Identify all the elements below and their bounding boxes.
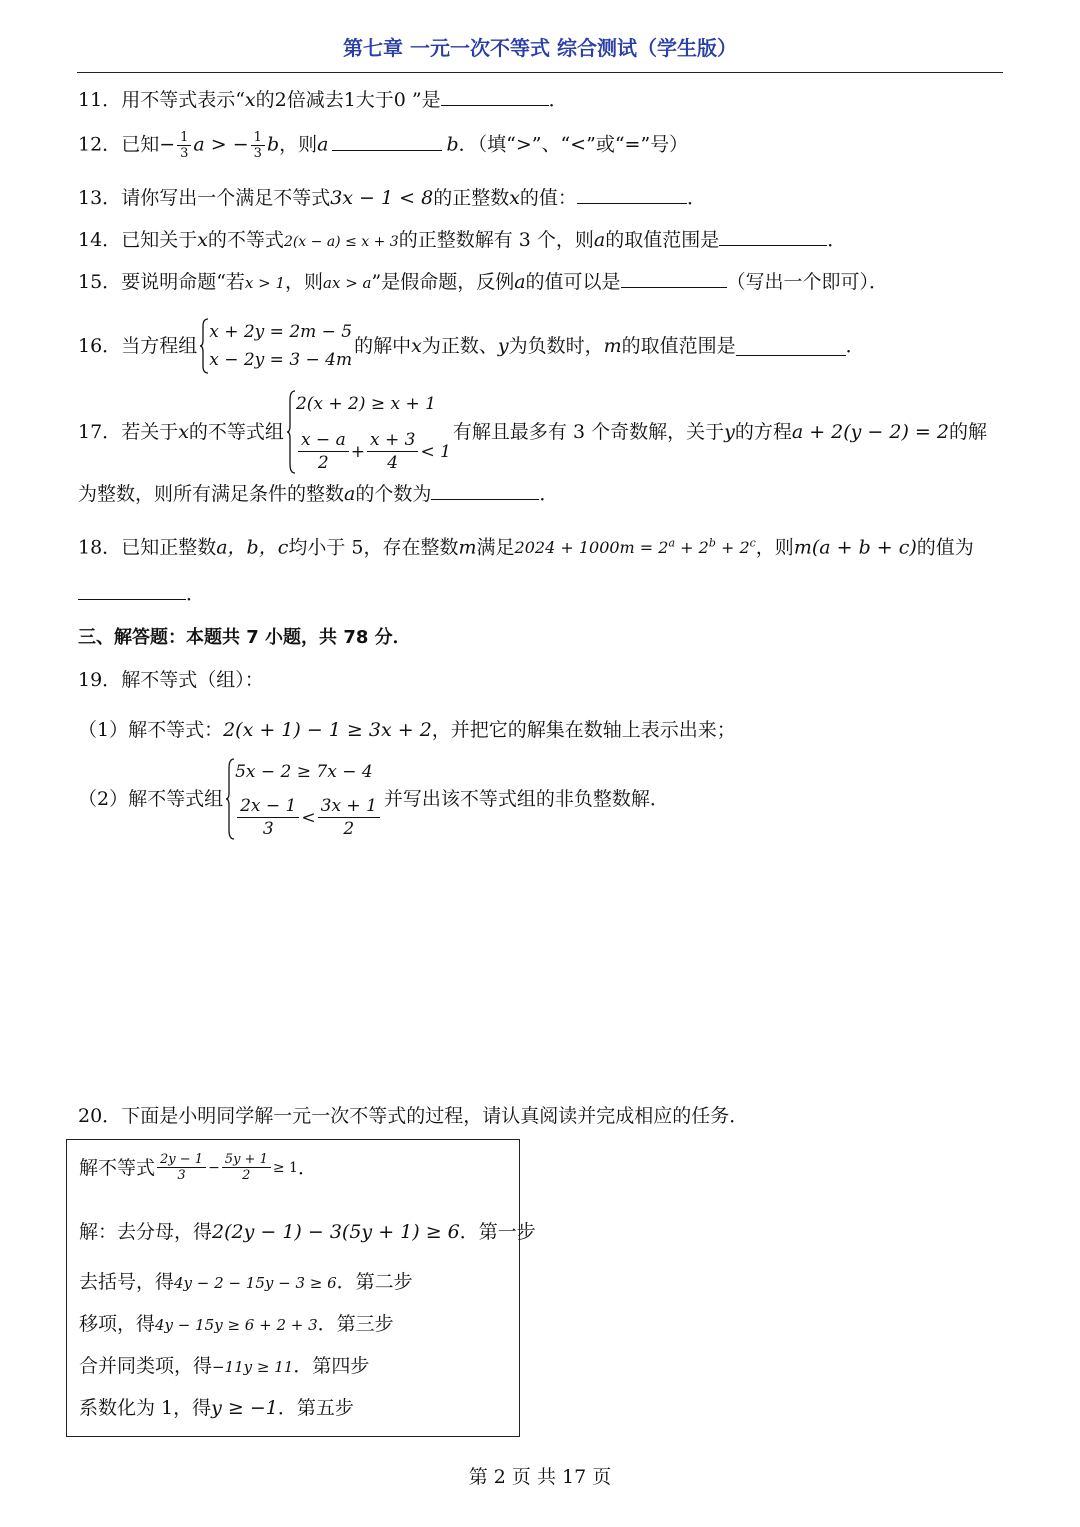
frac-den: 4 xyxy=(387,453,399,473)
math-var: x xyxy=(411,335,422,357)
header-divider xyxy=(77,72,1003,73)
frac-den: 2 xyxy=(317,453,329,473)
question-number: 17． xyxy=(78,421,122,443)
question-16 xyxy=(78,318,865,374)
question-text: （1）解不等式： xyxy=(78,719,224,741)
box-text: 解不等式 xyxy=(79,1156,156,1179)
section-heading: 三、解答题：本题共 7 小题，共 78 分． xyxy=(78,627,411,648)
math-var: a xyxy=(317,133,329,156)
eq-part: + 2 xyxy=(675,538,709,558)
math-var: y xyxy=(497,335,509,357)
question-text: 已知正整数 xyxy=(121,536,217,559)
question-text: 并写出该不等式组的非负整数解． xyxy=(383,788,669,810)
answer-blank[interactable] xyxy=(441,87,549,106)
step-label: 去括号，得 xyxy=(79,1271,175,1293)
frac-den: 2 xyxy=(343,819,355,839)
question-text: 已知关于 xyxy=(121,229,198,251)
frac-num: 1 xyxy=(177,130,191,146)
answer-blank[interactable] xyxy=(332,132,442,151)
frac-num: 1 xyxy=(251,130,265,146)
punctuation: ． xyxy=(186,583,206,605)
question-text: 的不等式 xyxy=(207,229,284,251)
frac-den: 3 xyxy=(180,146,189,161)
math-var: y xyxy=(724,421,735,443)
question-text: 的方程 xyxy=(734,421,792,443)
frac-num: 2y − 1 xyxy=(157,1152,206,1168)
question-text: 的个数为 xyxy=(355,483,432,505)
eq-part: + 2 xyxy=(715,538,750,558)
frac-den: 2 xyxy=(242,1168,251,1183)
punctuation: ． xyxy=(686,187,706,209)
math-expression: 4y − 2 − 15y − 3 ≥ 6 xyxy=(174,1274,337,1292)
answer-blank[interactable] xyxy=(577,185,687,204)
question-text: 下面是小明同学解一元一次不等式的过程，请认真阅读并完成相应的任务． xyxy=(121,1105,749,1127)
system-rows xyxy=(235,758,382,840)
frac-num: 5y + 1 xyxy=(222,1152,271,1168)
punctuation: ． xyxy=(845,335,865,357)
frac-den: 3 xyxy=(253,146,262,161)
question-text: 请你写出一个满足不等式 xyxy=(121,187,331,209)
answer-blank[interactable] xyxy=(736,337,846,356)
question-number: 15． xyxy=(78,271,122,293)
exponent: b xyxy=(708,537,716,550)
frac-num: 2x − 1 xyxy=(237,795,299,818)
math-expression: m(a + b + c) xyxy=(793,536,917,559)
exponent: a xyxy=(668,537,676,550)
question-text: ，则 xyxy=(279,133,318,156)
question-text: 的2倍减去1大于0 ”是 xyxy=(255,89,441,111)
punctuation: ． xyxy=(297,1156,317,1179)
math-var: m xyxy=(603,335,622,357)
solution-step-5 xyxy=(79,1394,354,1422)
step-label: 移项，得 xyxy=(79,1313,156,1335)
question-text: 若关于 xyxy=(121,421,179,443)
fraction xyxy=(251,130,265,161)
math-op: − xyxy=(208,1159,220,1176)
equation-system xyxy=(199,318,352,374)
step-label: 解：去分母，得 xyxy=(79,1221,213,1243)
page-header-title: 第七章 一元一次不等式 综合测试（学生版） xyxy=(343,36,737,60)
frac-num: x − a xyxy=(298,429,349,452)
frac-den: 3 xyxy=(262,819,274,839)
punctuation: ． xyxy=(548,89,568,111)
question-text: 解不等式（组）： xyxy=(121,669,264,691)
question-text: 满足 xyxy=(476,536,515,559)
math-expression: 2(x + 1) − 1 ≥ 3x + 2 xyxy=(223,719,432,741)
answer-blank[interactable] xyxy=(621,269,727,288)
answer-blank[interactable] xyxy=(431,481,539,500)
system-row: 5x − 2 ≥ 7x − 4 xyxy=(235,762,373,782)
step-number: ．第三步 xyxy=(317,1313,394,1335)
question-text: 要说明命题“若 xyxy=(121,271,245,293)
question-18-line-2 xyxy=(78,580,205,608)
question-text: 当方程组 xyxy=(121,335,198,357)
question-text: 为正数、 xyxy=(421,335,498,357)
math-op: − xyxy=(159,133,176,156)
math-expression: a + 2(y − 2) = 2 xyxy=(791,421,949,443)
question-19-part-2 xyxy=(78,758,669,840)
math-expression: a，b，c xyxy=(216,536,289,559)
step-number: ．第一步 xyxy=(459,1221,536,1243)
question-text: 的值为 xyxy=(916,536,974,559)
math-expression: 2(2y − 1) − 3(5y + 1) ≥ 6 xyxy=(212,1221,460,1243)
question-text: 已知 xyxy=(121,133,160,156)
math-var: m xyxy=(458,536,477,559)
punctuation: ． xyxy=(539,483,559,505)
math-expression: y ≥ −1 xyxy=(211,1397,278,1419)
solution-box xyxy=(66,1139,536,1437)
question-number: 19． xyxy=(78,669,122,691)
fraction xyxy=(177,130,191,161)
math-var: a xyxy=(193,133,205,156)
math-op: < xyxy=(301,807,316,828)
question-number: 11． xyxy=(78,89,122,111)
question-text: 为负数时， xyxy=(508,335,604,357)
solution-step-3 xyxy=(79,1310,394,1339)
frac-num: x + 3 xyxy=(367,429,418,452)
math-expression: 4y − 15y ≥ 6 + 2 + 3 xyxy=(155,1316,318,1334)
punctuation: ． xyxy=(827,229,847,251)
question-text: 的解 xyxy=(948,421,987,443)
fraction xyxy=(298,429,349,474)
question-text: 的值可以是 xyxy=(525,271,621,293)
question-12 xyxy=(78,130,688,161)
question-text: ，则 xyxy=(755,536,794,559)
fraction xyxy=(157,1152,206,1183)
eq-part: 2024 + 1000m = 2 xyxy=(514,538,669,558)
question-text: 的值： xyxy=(519,187,577,209)
question-text: 的正整数 xyxy=(433,187,510,209)
math-op: ≥ 1 xyxy=(272,1159,298,1176)
math-expression: −11y ≥ 11 xyxy=(212,1358,294,1376)
step-label: 系数化为 1，得 xyxy=(79,1397,212,1419)
question-13 xyxy=(78,184,706,212)
math-expression xyxy=(515,538,756,557)
math-var: x xyxy=(178,421,189,443)
question-number: 18． xyxy=(78,536,122,559)
left-brace-icon xyxy=(225,758,235,840)
exponent: c xyxy=(749,537,756,550)
question-text: 的解中 xyxy=(354,335,412,357)
system-row: x + 2y = 2m − 5 xyxy=(209,322,353,342)
math-expression: 2(x − a) ≤ x + 3 xyxy=(283,234,399,250)
step-number: ．第二步 xyxy=(336,1271,413,1293)
math-op: + xyxy=(350,441,365,462)
math-var: a xyxy=(593,229,606,251)
question-text: （写出一个即可）． xyxy=(726,271,889,293)
answer-blank[interactable] xyxy=(78,581,186,600)
left-brace-icon xyxy=(199,318,209,374)
system-rows xyxy=(209,318,352,374)
answer-blank[interactable] xyxy=(719,227,827,246)
question-text: 的不等式组 xyxy=(188,421,284,443)
fraction xyxy=(222,1152,271,1183)
question-text: （2）解不等式组 xyxy=(78,788,224,810)
fraction xyxy=(318,795,380,840)
math-var: b xyxy=(446,133,459,156)
fraction xyxy=(237,795,299,840)
question-number: 20． xyxy=(78,1105,122,1127)
question-text: ．（填“>”、“<”或“=”号） xyxy=(458,133,689,156)
math-var: a xyxy=(344,483,356,505)
system-row xyxy=(296,429,451,474)
math-op: < 1 xyxy=(420,441,451,462)
system-row xyxy=(235,795,382,840)
box-problem xyxy=(79,1152,317,1183)
question-text: 的取值范围是 xyxy=(621,335,736,357)
question-text: ，则 xyxy=(285,271,324,293)
question-14 xyxy=(78,226,846,256)
step-number: ．第五步 xyxy=(277,1397,354,1419)
inequality-system xyxy=(286,390,451,474)
math-expression: x > 1 xyxy=(244,274,286,292)
question-text: ”是假命题，反例 xyxy=(371,271,515,293)
question-11 xyxy=(78,86,568,114)
question-text: ，并把它的解集在数轴上表示出来； xyxy=(431,719,736,741)
question-text: 的取值范围是 xyxy=(605,229,720,251)
left-brace-icon xyxy=(286,390,296,474)
frac-den: 3 xyxy=(177,1168,186,1183)
question-text: 的正整数解有 3 个，则 xyxy=(398,229,594,251)
math-var: a xyxy=(514,271,526,293)
question-number: 16． xyxy=(78,335,122,357)
math-op: > − xyxy=(204,133,249,156)
step-number: ．第四步 xyxy=(293,1355,370,1377)
page-footer: 第 2 页 共 17 页 xyxy=(468,1466,612,1488)
inequality-system xyxy=(225,758,382,840)
step-label: 合并同类项，得 xyxy=(79,1355,213,1377)
question-text: 为整数，则所有满足条件的整数 xyxy=(78,483,345,505)
frac-num: 3x + 1 xyxy=(318,795,380,818)
math-expression: 3x − 1 < 8 xyxy=(330,187,434,209)
math-var: x xyxy=(197,229,208,251)
question-18 xyxy=(78,530,974,562)
math-expression: ax > a xyxy=(323,274,372,292)
question-19-part-1 xyxy=(78,716,736,744)
question-17 xyxy=(78,390,987,474)
question-20 xyxy=(78,1102,748,1130)
solution-step-1 xyxy=(79,1218,536,1246)
question-text: 用不等式表示“ xyxy=(121,89,245,111)
system-row: 2(x + 2) ≥ x + 1 xyxy=(295,394,436,414)
question-text: 有解且最多有 3 个奇数解，关于 xyxy=(452,421,725,443)
system-row: x − 2y = 3 − 4m xyxy=(209,350,353,370)
math-var: x xyxy=(509,187,520,209)
question-text: 均小于 5，存在整数 xyxy=(288,536,459,559)
question-number: 14． xyxy=(78,229,122,251)
system-rows xyxy=(296,390,451,474)
solution-step-2 xyxy=(79,1268,413,1297)
question-19 xyxy=(78,666,264,694)
question-number: 12． xyxy=(78,133,122,156)
math-var: x xyxy=(244,89,256,111)
question-number: 13． xyxy=(78,187,122,209)
fraction xyxy=(367,429,418,474)
question-17-line-2 xyxy=(78,480,558,508)
math-var: b xyxy=(266,133,280,156)
solution-step-4 xyxy=(79,1352,369,1381)
question-15 xyxy=(78,268,888,297)
